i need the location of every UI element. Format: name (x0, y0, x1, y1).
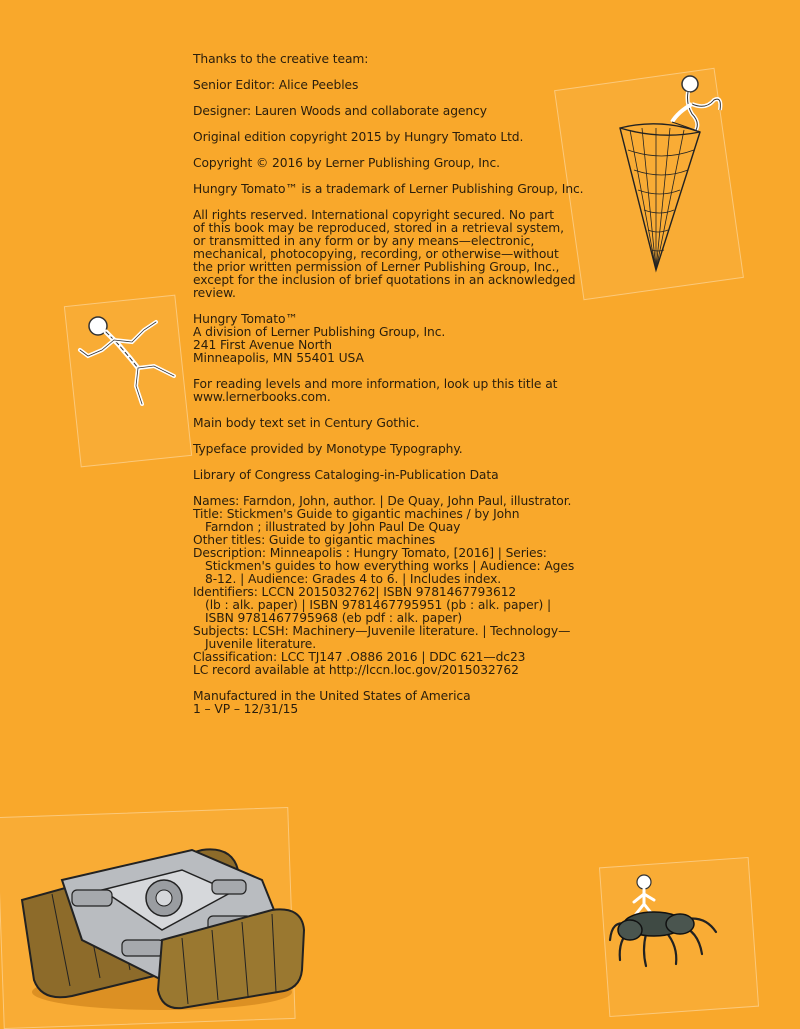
cip-subjects-cont: Juvenile literature. (205, 637, 317, 651)
stickman-spider-illustration (606, 870, 726, 970)
body-text-note: Main body text set in Century Gothic. (193, 416, 420, 430)
credits-designer: Designer: Lauren Woods and collaborate agency (193, 104, 487, 118)
cip-identifiers: Identifiers: LCCN 2015032762| ISBN 9781467793612 (193, 585, 517, 599)
copyright-text-column (193, 53, 613, 729)
cip-subjects: Subjects: LCSH: Machinery—Juvenile literature. | Technology— (193, 624, 571, 638)
cip-description-cont: 8-12. | Audience: Grades 4 to 6. | Includes index. (205, 572, 502, 586)
publisher-address (193, 313, 613, 365)
address-line: Hungry Tomato™ (193, 312, 298, 326)
address-line: Minneapolis, MN 55401 USA (193, 351, 364, 365)
rights-line: All rights reserved. International copyright secured. No part (193, 208, 555, 222)
cip-lc-record-link[interactable]: LC record available at http://lccn.loc.gov/2015032762 (193, 663, 519, 677)
cip-description: Description: Minneapolis : Hungry Tomato, [2016] | Series: (193, 546, 547, 560)
tracked-machine-illustration (12, 820, 312, 1020)
rights-line: or transmitted in any form or by any means—electronic, (193, 234, 535, 248)
credits-original-edition: Original edition copyright 2015 by Hungry Tomato Ltd. (193, 130, 524, 144)
manufactured-note (193, 690, 613, 716)
cip-data-block (193, 495, 613, 677)
stickman-jumping-illustration (74, 308, 184, 418)
credits-trademark: Hungry Tomato™ is a trademark of Lerner Publishing Group, Inc. (193, 182, 584, 196)
reading-levels-line: For reading levels and more information, look up this title at (193, 377, 558, 391)
address-line: 241 First Avenue North (193, 338, 332, 352)
rights-line: the prior written permission of Lerner Publishing Group, Inc., (193, 260, 560, 274)
manufactured-line: Manufactured in the United States of America (193, 689, 471, 703)
print-code: 1 – VP – 12/31/15 (193, 702, 299, 716)
rights-line: review. (193, 286, 236, 300)
credits-senior-editor: Senior Editor: Alice Peebles (193, 78, 359, 92)
rights-line: mechanical, photocopying, recording, or otherwise—without (193, 247, 559, 261)
rights-line: except for the inclusion of brief quotations in an acknowledged (193, 273, 576, 287)
cip-description-cont: Stickmen's guides to how everything works | Audience: Ages (205, 559, 575, 573)
rights-statement (193, 209, 613, 300)
typeface-note: Typeface provided by Monotype Typography. (193, 442, 463, 456)
cip-names: Names: Farndon, John, author. | De Quay, John Paul, illustrator. (193, 494, 572, 508)
cip-classification: Classification: LCC TJ147 .O886 2016 | DDC 621—dc23 (193, 650, 526, 664)
stickman-net-illustration (600, 70, 730, 290)
cip-other-titles: Other titles: Guide to gigantic machines (193, 533, 436, 547)
credits-thanks: Thanks to the creative team: (193, 52, 369, 66)
cip-identifiers-cont: (lb : alk. paper) | ISBN 9781467795951 (pb : alk. paper) | (205, 598, 552, 612)
rights-line: of this book may be reproduced, stored in a retrieval system, (193, 221, 564, 235)
loc-heading: Library of Congress Cataloging-in-Publication Data (193, 468, 499, 482)
cip-title: Title: Stickmen's Guide to gigantic machines / by John (193, 507, 520, 521)
cip-title-cont: Farndon ; illustrated by John Paul De Quay (205, 520, 461, 534)
reading-levels-note (193, 378, 613, 404)
cip-identifiers-cont: ISBN 9781467795968 (eb pdf : alk. paper) (205, 611, 463, 625)
address-line: A division of Lerner Publishing Group, Inc. (193, 325, 446, 339)
credits-copyright: Copyright © 2016 by Lerner Publishing Group, Inc. (193, 156, 500, 170)
website-link[interactable]: www.lernerbooks.com. (193, 390, 331, 404)
